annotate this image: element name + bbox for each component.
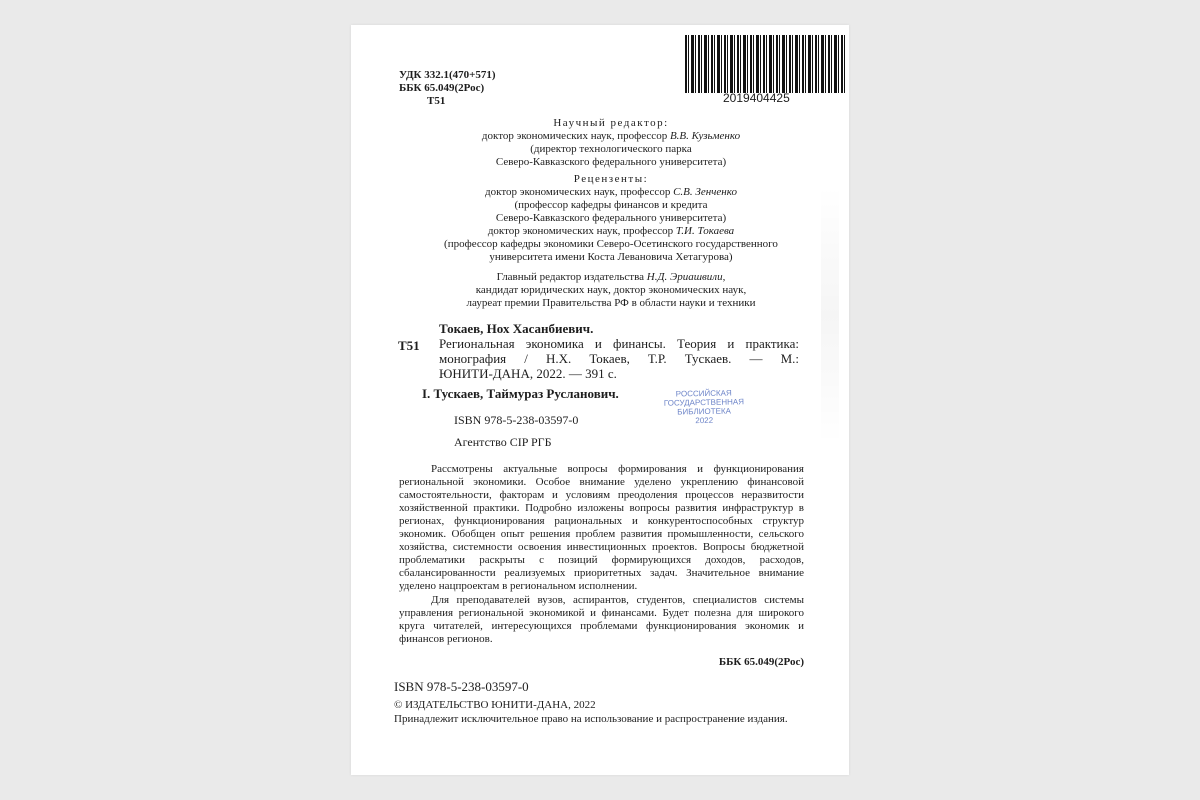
catalog-author: Токаев, Нох Хасанбиевич. [439,321,594,336]
reviewer-2-line-2: (профессор кафедры экономики Северо-Осетинского государственного [444,238,778,250]
footer-isbn: ISBN 978-5-238-03597-0 [394,679,529,694]
library-stamp: РОССИЙСКАЯ ГОСУДАРСТВЕННАЯ БИБЛИОТЕКА 2022 [663,388,745,426]
editor-line-3: Северо-Кавказского федерального университета) [495,156,727,168]
abstract-paragraph-2: Для преподавателей вузов, аспирантов, студентов, специалистов системы управления региональной экономикой и финансами. Будет полезна для широкого круга читателей, интересующихся проблемами функционирования экономик и финансов регионов. [399,594,804,645]
abstract-paragraph-1: Рассмотрены актуальные вопросы формирования и функционирования региональной экономики. Особое внимание уделено укреплению финансовой самостоятельности, факторам и условиям преодоления процессов неразвитости хозяйственной практики. Подробно изложены вопросы развития инфраструктур в регионах, функционирования рациональных и конкурентоспособных структур экономик. Обобщен опыт решения проблем развития промышленности, сельского хозяйства, системности освоения инвестиционных проектов. Вопросы бюджетной проблематики раскрыты с позиций формирующихся доходов, расходов, сбалансированности реализуемых приоритетных задач. Значительное внимание уделено нацпроектам в региональном исполнении. [399,463,804,592]
catalog-coauthor: I. Тускаев, Таймураз Русланович. [422,386,619,401]
barcode [685,35,847,93]
reviewer-1-name: С.В. Зенченко [673,186,737,198]
editor-line-2: (директор технологического парка [530,143,692,155]
catalog-line-2: монография / Н.Х. Токаев, Т.Р. Тускаев. — М.: [439,351,799,366]
editor-name: В.В. Кузьменко [669,130,741,142]
catalog-description [439,336,799,381]
bbk-code: ББК 65.049(2Рос) [399,82,485,94]
catalog-line-3: ЮНИТИ-ДАНА, 2022. — 391 с. [439,366,617,381]
chief-editor-line-3: лауреат премии Правительства РФ в области науки и техники [466,297,756,309]
reviewer-2-name: Т.И. Токаева [675,225,735,237]
reviewer-2-line-3: университета имени Коста Левановича Хетагурова) [489,251,733,263]
chief-editor-line-2: кандидат юридических наук, доктор экономических наук, [475,284,747,296]
chief-editor-line-1: Главный редактор издательства Н.Д. Эриашвили, [496,271,726,283]
rights-notice: Принадлежит исключительное право на использование и распространение издания. [394,713,788,725]
editor-heading: Научный редактор: [553,117,669,129]
reviewer-2-line-1: доктор экономических наук, профессор Т.И. Токаева [487,225,735,237]
barcode-number: 2019404425 [723,91,790,105]
chief-editor-name: Н.Д. Эриашвили, [646,271,726,283]
footer-bbk: ББК 65.049(2Рос) [718,656,804,668]
reviewers-heading: Рецензенты: [573,173,649,185]
show-through-shadow [821,185,839,445]
udk-code: УДК 332.1(470+571) [399,69,496,81]
abstract [399,463,804,646]
catalog-code: Т51 [398,338,420,353]
scientific-editor-block [411,117,811,169]
classification-codes [399,69,496,108]
reviewers-block [411,173,811,264]
copyright: © ИЗДАТЕЛЬСТВО ЮНИТИ-ДАНА, 2022 [394,699,596,711]
author-sign-code: Т51 [427,95,446,107]
catalog-isbn: ISBN 978-5-238-03597-0 [454,413,579,427]
book-page [351,25,849,775]
catalog-line-1: Региональная экономика и финансы. Теория и практика: [439,336,799,351]
chief-editor-block [411,271,811,310]
cip-agency: Агентство CIP РГБ [454,435,552,449]
reviewer-1-line-1: доктор экономических наук, профессор С.В. Зенченко [485,186,737,198]
reviewer-1-line-3: Северо-Кавказского федерального университета) [495,212,727,224]
reviewer-1-line-2: (профессор кафедры финансов и кредита [514,199,708,211]
editor-line-1: доктор экономических наук, профессор В.В. Кузьменко [481,130,741,142]
